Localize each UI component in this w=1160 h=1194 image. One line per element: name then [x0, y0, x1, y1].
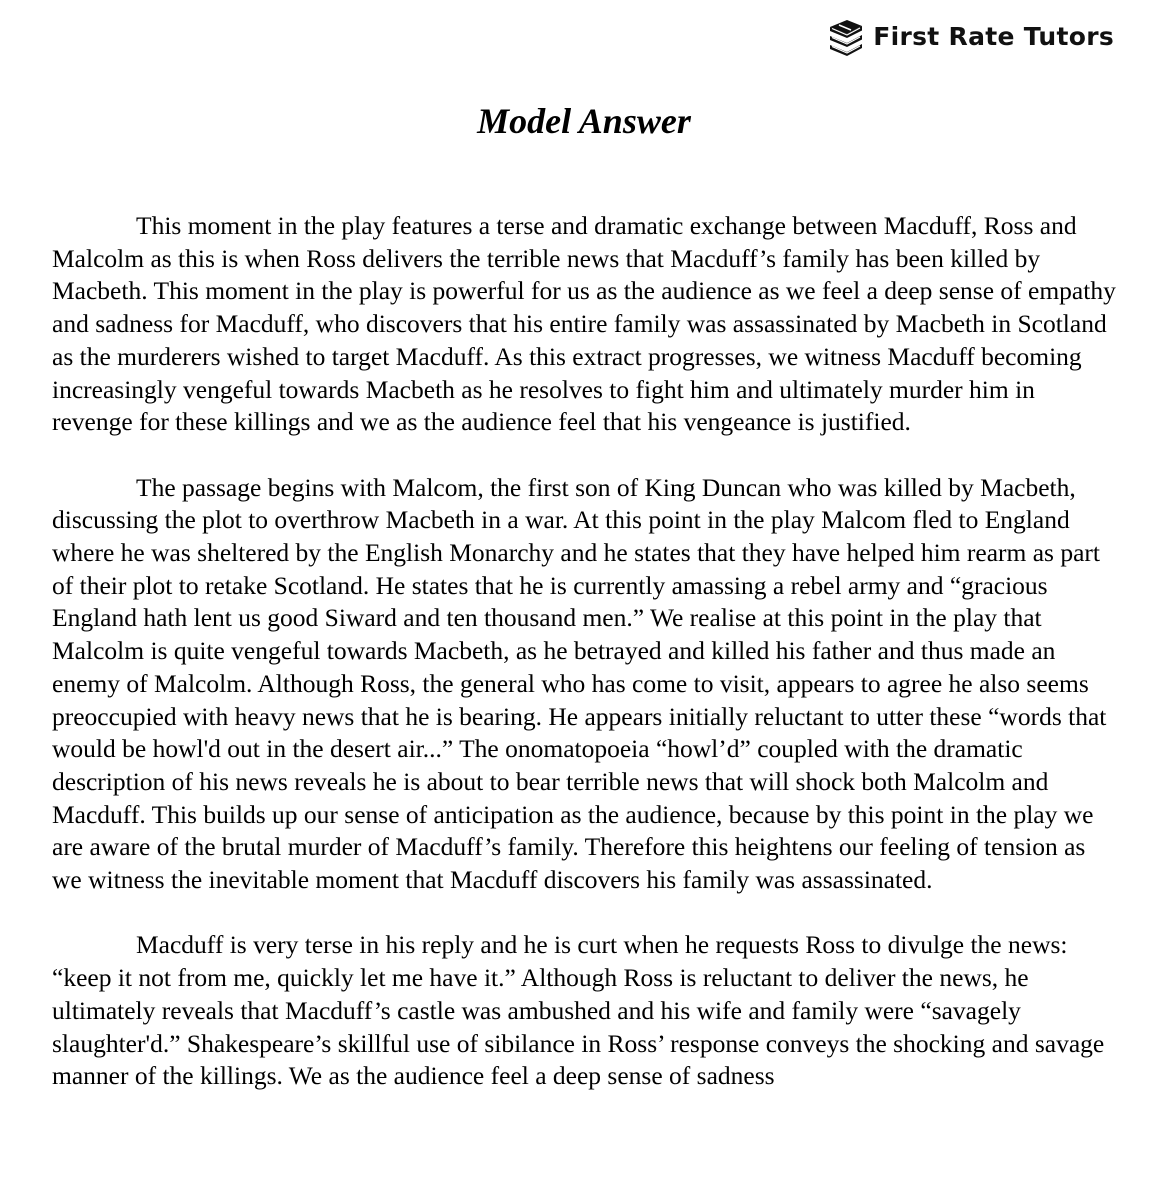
paragraph-3: Macduff is very terse in his reply and he is curt when he requests Ross to divulge the news: “keep it not from me, quickly let me have it.” Although Ross is reluctant to deliver the news, he ultimately reveals that Macduff’s castle was ambushed and his wife and family were “savagely slaughter'd.” Shakespeare’s skillful use of sibilance in Ross’ response conveys the shocking and savage manner of the killings. We as the audience feel a deep sense of sadness [52, 930, 1105, 1091]
essay-body [52, 210, 1118, 1126]
page-title: Model Answer [477, 101, 691, 141]
books-icon [827, 16, 865, 56]
brand-logo [827, 16, 1114, 56]
paragraph-1: This moment in the play features a terse and dramatic exchange between Macduff, Ross and Malcolm as this is when Ross delivers the terrible news that Macduff’s family has been killed by Macbeth. This moment in the play is powerful for us as the audience as we feel a deep sense of empathy and sadness for Macduff, who discovers that his entire family was assassinated by Macbeth in Scotland as the murderers wished to target Macduff. As this extract progresses, we witness Macduff becoming increasingly vengeful towards Macbeth as he resolves to fight him and ultimately murder him in revenge for these killings and we as the audience feel that his vengeance is justified. [52, 211, 1116, 437]
brand-name: First Rate Tutors [873, 21, 1114, 51]
paragraph-2: The passage begins with Malcom, the first son of King Duncan who was killed by Macbeth, discussing the plot to overthrow Macbeth in a war. At this point in the play Malcom fled to England where he was sheltered by the English Monarchy and he states that they have helped him rearm as part of their plot to retake Scotland. He states that he is currently amassing a rebel army and “gracious England hath lent us good Siward and ten thousand men.” We realise at this point in the play that Malcolm is quite vengeful towards Macbeth, as he betrayed and killed his father and thus made an enemy of Malcolm. Although Ross, the general who has come to visit, appears to agree he also seems preoccupied with heavy news that he is bearing. He appears initially reluctant to utter these “words that would be howl'd out in the desert air...” The onomatopoeia “howl’d” coupled with the dramatic description of his news reveals he is about to bear terrible news that will shock both Malcolm and Macduff. This builds up our sense of anticipation as the audience, because by this point in the play we are aware of the brutal murder of Macduff’s family. Therefore this heightens our feeling of tension as we witness the inevitable moment that Macduff discovers his family was assassinated. [52, 472, 1107, 895]
